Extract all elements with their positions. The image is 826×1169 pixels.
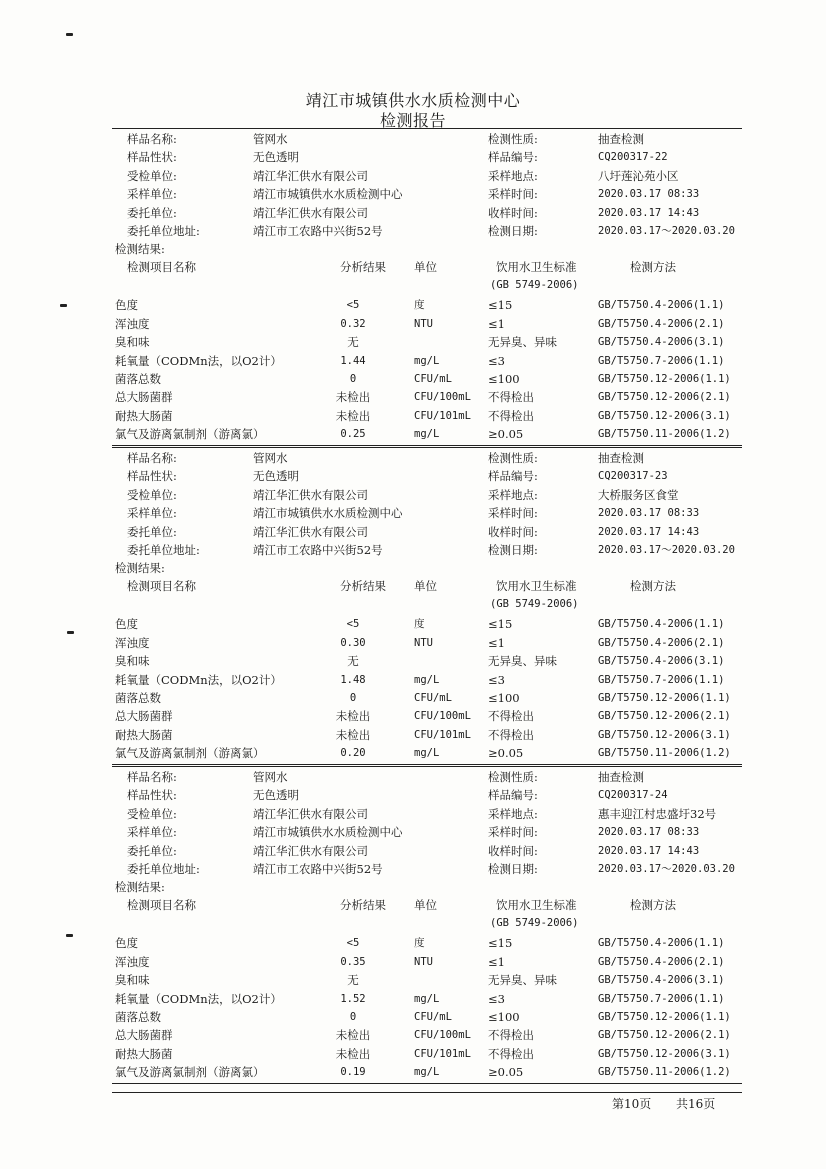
info-value: 2020.03.17～2020.03.20 [598, 863, 735, 875]
info-value: 靖江华汇供水有限公司 [253, 806, 368, 821]
info-label: 检测性质: [488, 451, 538, 465]
results-header [0, 577, 826, 595]
result-method: GB/T5750.11-2006(1.2) [598, 428, 731, 441]
result-unit: mg/L [414, 354, 440, 367]
result-method: GB/T5750.4-2006(3.1) [598, 336, 725, 349]
result-method: GB/T5750.7-2006(1.1) [598, 673, 725, 686]
result-row [0, 707, 826, 725]
info-value: 靖江华汇供水有限公司 [253, 524, 368, 539]
col-header-item: 检测项目名称 [127, 898, 196, 913]
result-item: 氯气及游离氯制剂（游离氯） [115, 427, 265, 442]
result-standard: ≥0.05 [488, 746, 524, 761]
result-item: 色度 [115, 936, 138, 951]
result-row [0, 315, 826, 333]
results-label: 检测结果: [115, 561, 165, 576]
report-title: 检测报告 [379, 111, 446, 130]
result-method: GB/T5750.4-2006(1.1) [598, 618, 725, 631]
info-value: CQ200317-23 [598, 470, 668, 483]
result-unit: mg/L [414, 673, 440, 686]
result-method: GB/T5750.7-2006(1.1) [598, 354, 725, 367]
result-value: 1.44 [340, 354, 366, 367]
result-unit: NTU [414, 955, 433, 968]
result-method: GB/T5750.12-2006(1.1) [598, 1011, 731, 1023]
result-unit: NTU [414, 317, 433, 330]
report-block [0, 447, 826, 765]
result-value: 无 [347, 973, 359, 988]
col-header-method: 检测方法 [630, 898, 676, 913]
result-unit: NTU [414, 636, 433, 649]
info-row [0, 541, 826, 559]
info-label: 样品名称: [127, 770, 177, 784]
result-standard: ≥0.05 [488, 1065, 524, 1080]
result-item: 耐热大肠菌 [115, 727, 173, 742]
info-value: 靖江市工农路中兴街52号 [253, 862, 383, 876]
info-row [0, 148, 826, 166]
col-header-standard: 饮用水卫生标准 [496, 579, 577, 594]
block-divider [112, 766, 742, 767]
result-row [0, 934, 826, 952]
result-method: GB/T5750.7-2006(1.1) [598, 992, 725, 1005]
result-item: 总大肠菌群 [115, 390, 173, 405]
info-value: 管网水 [253, 132, 288, 146]
result-method: GB/T5750.12-2006(2.1) [598, 391, 731, 404]
result-method: GB/T5750.4-2006(1.1) [598, 937, 725, 950]
result-row [0, 726, 826, 744]
result-value: 未检出 [335, 408, 371, 423]
col-header-method: 检测方法 [630, 260, 676, 275]
info-value: 无色透明 [253, 150, 299, 165]
result-item: 耗氧量（CODMn法，以O2计） [115, 991, 282, 1006]
block-divider [112, 447, 742, 448]
results-header-sub [0, 276, 826, 294]
result-item: 菌落总数 [115, 1010, 161, 1024]
info-value: CQ200317-22 [598, 151, 668, 164]
result-item: 耗氧量（CODMn法，以O2计） [115, 353, 282, 368]
result-standard: 不得检出 [488, 408, 534, 423]
result-unit: CFU/101mL [414, 728, 471, 741]
info-label: 采样单位: [127, 187, 177, 202]
col-header-item: 检测项目名称 [127, 260, 196, 275]
result-standard: 不得检出 [488, 1028, 534, 1043]
col-header-unit: 单位 [414, 579, 437, 594]
result-row [0, 333, 826, 351]
result-value: 0.35 [340, 955, 366, 968]
info-value: 管网水 [253, 770, 288, 784]
info-row [0, 486, 826, 504]
result-unit: mg/L [414, 1066, 440, 1079]
result-standard: ≤1 [488, 954, 505, 969]
result-standard: ≤100 [488, 1010, 520, 1024]
result-value: 未检出 [335, 1028, 371, 1043]
result-item: 菌落总数 [115, 691, 161, 705]
result-item: 浑浊度 [115, 635, 150, 650]
result-unit: CFU/101mL [414, 1047, 471, 1060]
result-method: GB/T5750.12-2006(3.1) [598, 409, 731, 422]
result-unit: CFU/mL [414, 1011, 452, 1023]
result-item: 耗氧量（CODMn法，以O2计） [115, 672, 282, 687]
result-row [0, 352, 826, 370]
info-label: 采样单位: [127, 825, 177, 840]
info-value: 2020.03.17 08:33 [598, 507, 700, 520]
info-row [0, 823, 826, 841]
result-unit: mg/L [414, 428, 440, 441]
result-standard: 不得检出 [488, 390, 534, 405]
info-label: 委托单位: [127, 205, 177, 220]
info-label: 检测日期: [488, 862, 538, 876]
info-label: 样品名称: [127, 451, 177, 465]
result-standard: ≤15 [488, 936, 513, 951]
info-row [0, 805, 826, 823]
info-label: 样品性状: [127, 469, 177, 484]
result-method: GB/T5750.4-2006(1.1) [598, 299, 725, 312]
info-value: 靖江华汇供水有限公司 [253, 205, 368, 220]
col-header-unit: 单位 [414, 898, 437, 913]
info-value: 抽查检测 [598, 770, 644, 784]
result-standard: ≤3 [488, 353, 505, 368]
scan-speck [66, 934, 73, 937]
result-value: 0.30 [340, 636, 366, 649]
results-header [0, 258, 826, 276]
info-label: 受检单位: [127, 806, 177, 821]
info-label: 委托单位: [127, 524, 177, 539]
info-value: 抽查检测 [598, 132, 644, 146]
result-value: 无 [347, 335, 359, 350]
block-bottom-divider [112, 445, 742, 446]
block-divider [112, 128, 742, 129]
info-row [0, 860, 826, 878]
info-row [0, 167, 826, 185]
result-standard: ≤3 [488, 991, 505, 1006]
result-row [0, 744, 826, 762]
result-standard: ≤15 [488, 298, 513, 313]
info-label: 样品性状: [127, 150, 177, 165]
result-item: 臭和味 [115, 335, 150, 350]
result-value: 未检出 [335, 390, 371, 405]
info-value: 2020.03.17 08:33 [598, 188, 700, 201]
info-label: 受检单位: [127, 487, 177, 502]
info-label: 收样时间: [488, 205, 538, 220]
result-method: GB/T5750.4-2006(3.1) [598, 974, 725, 987]
result-value: 0 [349, 373, 357, 385]
info-value: 2020.03.17～2020.03.20 [598, 225, 735, 237]
result-row [0, 425, 826, 443]
result-row [0, 1063, 826, 1081]
info-label: 受检单位: [127, 168, 177, 183]
info-label: 样品性状: [127, 788, 177, 803]
result-standard: ≤3 [488, 672, 505, 687]
info-value: 2020.03.17 14:43 [598, 206, 700, 219]
result-unit: 度 [414, 618, 425, 631]
info-row [0, 786, 826, 804]
col-header-standard: 饮用水卫生标准 [496, 898, 577, 913]
info-label: 委托单位地址: [127, 862, 200, 876]
info-label: 委托单位: [127, 843, 177, 858]
info-label: 收样时间: [488, 524, 538, 539]
org-title: 靖江市城镇供水水质检测中心 [305, 91, 521, 110]
result-item: 总大肠菌群 [115, 1028, 173, 1043]
info-row [0, 523, 826, 541]
result-unit: CFU/100mL [414, 391, 471, 404]
result-row [0, 652, 826, 670]
info-label: 样品编号: [488, 788, 538, 803]
result-item: 耐热大肠菌 [115, 408, 173, 423]
results-label: 检测结果: [115, 880, 165, 895]
page-number: 第10页 [612, 1097, 652, 1111]
col-header-standard-code: (GB 5749-2006) [490, 917, 579, 930]
result-item: 耐热大肠菌 [115, 1046, 173, 1061]
info-value: 无色透明 [253, 469, 299, 484]
results-label: 检测结果: [115, 242, 165, 257]
result-row [0, 370, 826, 388]
result-value: 无 [347, 654, 359, 669]
info-value: CQ200317-24 [598, 789, 668, 802]
col-header-method: 检测方法 [630, 579, 676, 594]
info-row [0, 222, 826, 240]
info-row [0, 204, 826, 222]
result-row [0, 1026, 826, 1044]
info-value: 八圩莲沁苑小区 [598, 168, 679, 183]
result-value: 未检出 [335, 1046, 371, 1061]
col-header-standard-code: (GB 5749-2006) [490, 598, 579, 611]
info-value: 靖江市工农路中兴街52号 [253, 224, 383, 238]
result-unit: 度 [414, 937, 425, 950]
info-label: 样品名称: [127, 132, 177, 146]
result-method: GB/T5750.12-2006(1.1) [598, 692, 731, 704]
result-row [0, 971, 826, 989]
info-label: 采样地点: [488, 168, 538, 183]
info-row [0, 185, 826, 203]
info-row [0, 504, 826, 522]
result-unit: mg/L [414, 992, 440, 1005]
info-row [0, 768, 826, 786]
info-value: 靖江华汇供水有限公司 [253, 168, 368, 183]
result-unit: CFU/mL [414, 692, 452, 704]
col-header-result: 分析结果 [340, 579, 386, 594]
info-label: 委托单位地址: [127, 224, 200, 238]
result-row [0, 1045, 826, 1063]
info-row [0, 130, 826, 148]
info-value: 管网水 [253, 451, 288, 465]
result-method: GB/T5750.4-2006(3.1) [598, 655, 725, 668]
info-label: 采样时间: [488, 506, 538, 521]
result-value: 0.20 [340, 747, 366, 760]
info-label: 检测性质: [488, 132, 538, 146]
result-method: GB/T5750.12-2006(3.1) [598, 728, 731, 741]
result-unit: 度 [414, 299, 425, 312]
block-bottom-divider [112, 1083, 742, 1084]
results-header-sub [0, 914, 826, 932]
info-value: 2020.03.17 14:43 [598, 525, 700, 538]
result-method: GB/T5750.12-2006(2.1) [598, 1029, 731, 1042]
col-header-result: 分析结果 [340, 260, 386, 275]
info-label: 样品编号: [488, 469, 538, 484]
info-value: 无色透明 [253, 788, 299, 803]
info-value: 2020.03.17 08:33 [598, 826, 700, 839]
scan-speck [66, 33, 73, 36]
result-standard: 无异臭、异味 [488, 335, 557, 350]
result-value: <5 [346, 299, 360, 312]
col-header-standard-code: (GB 5749-2006) [490, 279, 579, 292]
info-label: 采样时间: [488, 187, 538, 202]
info-label: 检测性质: [488, 770, 538, 784]
result-method: GB/T5750.4-2006(2.1) [598, 636, 725, 649]
result-row [0, 953, 826, 971]
result-row [0, 1008, 826, 1026]
result-value: 0.25 [340, 428, 366, 441]
info-label: 样品编号: [488, 150, 538, 165]
col-header-item: 检测项目名称 [127, 579, 196, 594]
result-standard: ≤15 [488, 617, 513, 632]
info-value: 靖江市城镇供水水质检测中心 [253, 506, 403, 521]
result-row [0, 407, 826, 425]
result-item: 色度 [115, 298, 138, 313]
result-item: 菌落总数 [115, 372, 161, 386]
result-item: 氯气及游离氯制剂（游离氯） [115, 746, 265, 761]
col-header-result: 分析结果 [340, 898, 386, 913]
result-standard: ≤100 [488, 691, 520, 705]
info-value: 靖江华汇供水有限公司 [253, 843, 368, 858]
info-label: 检测日期: [488, 543, 538, 557]
result-row [0, 634, 826, 652]
result-unit: CFU/100mL [414, 710, 471, 723]
result-value: 0.19 [340, 1066, 366, 1079]
info-label: 收样时间: [488, 843, 538, 858]
result-value: 0.32 [340, 317, 366, 330]
result-standard: 不得检出 [488, 727, 534, 742]
result-standard: ≤1 [488, 635, 505, 650]
report-block [0, 128, 826, 446]
report-block [0, 766, 826, 1084]
result-item: 总大肠菌群 [115, 709, 173, 724]
info-value: 大桥服务区食堂 [598, 487, 679, 502]
result-row [0, 689, 826, 707]
result-value: 0 [349, 1011, 357, 1023]
result-method: GB/T5750.11-2006(1.2) [598, 1066, 731, 1079]
result-value: 1.48 [340, 673, 366, 686]
result-value: 未检出 [335, 709, 371, 724]
result-value: 未检出 [335, 727, 371, 742]
result-unit: CFU/100mL [414, 1029, 471, 1042]
result-standard: 无异臭、异味 [488, 654, 557, 669]
result-row [0, 296, 826, 314]
info-value: 2020.03.17 14:43 [598, 844, 700, 857]
result-row [0, 615, 826, 633]
col-header-standard: 饮用水卫生标准 [496, 260, 577, 275]
result-method: GB/T5750.12-2006(3.1) [598, 1047, 731, 1060]
result-row [0, 388, 826, 406]
scan-speck [67, 631, 74, 634]
block-bottom-divider [112, 764, 742, 765]
result-value: <5 [346, 937, 360, 950]
info-label: 采样时间: [488, 825, 538, 840]
result-value: 1.52 [340, 992, 366, 1005]
result-item: 浑浊度 [115, 316, 150, 331]
info-value: 靖江市城镇供水水质检测中心 [253, 187, 403, 202]
info-value: 惠丰迎江村忠盛圩32号 [598, 806, 717, 821]
result-row [0, 990, 826, 1008]
result-item: 臭和味 [115, 654, 150, 669]
info-value: 靖江市城镇供水水质检测中心 [253, 825, 403, 840]
results-header-sub [0, 595, 826, 613]
info-label: 检测日期: [488, 224, 538, 238]
info-value: 靖江华汇供水有限公司 [253, 487, 368, 502]
page-total: 共16页 [676, 1097, 716, 1111]
info-row [0, 449, 826, 467]
result-method: GB/T5750.12-2006(2.1) [598, 710, 731, 723]
result-standard: ≥0.05 [488, 427, 524, 442]
info-label: 采样地点: [488, 487, 538, 502]
result-unit: mg/L [414, 747, 440, 760]
result-method: GB/T5750.4-2006(2.1) [598, 955, 725, 968]
info-value: 2020.03.17～2020.03.20 [598, 544, 735, 556]
result-standard: 无异臭、异味 [488, 973, 557, 988]
result-method: GB/T5750.12-2006(1.1) [598, 373, 731, 385]
result-unit: CFU/mL [414, 373, 452, 385]
result-item: 浑浊度 [115, 954, 150, 969]
result-value: 0 [349, 692, 357, 704]
info-label: 采样单位: [127, 506, 177, 521]
result-method: GB/T5750.4-2006(2.1) [598, 317, 725, 330]
result-unit: CFU/101mL [414, 409, 471, 422]
result-item: 氯气及游离氯制剂（游离氯） [115, 1065, 265, 1080]
info-row [0, 842, 826, 860]
info-value: 抽查检测 [598, 451, 644, 465]
footer-divider [112, 1092, 742, 1093]
result-standard: 不得检出 [488, 1046, 534, 1061]
info-value: 靖江市工农路中兴街52号 [253, 543, 383, 557]
result-item: 臭和味 [115, 973, 150, 988]
result-method: GB/T5750.11-2006(1.2) [598, 747, 731, 760]
result-standard: ≤100 [488, 372, 520, 386]
info-label: 委托单位地址: [127, 543, 200, 557]
info-label: 采样地点: [488, 806, 538, 821]
result-value: <5 [346, 618, 360, 631]
result-item: 色度 [115, 617, 138, 632]
result-standard: ≤1 [488, 316, 505, 331]
results-header [0, 896, 826, 914]
result-row [0, 671, 826, 689]
result-standard: 不得检出 [488, 709, 534, 724]
scan-speck [60, 304, 67, 307]
info-row [0, 467, 826, 485]
col-header-unit: 单位 [414, 260, 437, 275]
